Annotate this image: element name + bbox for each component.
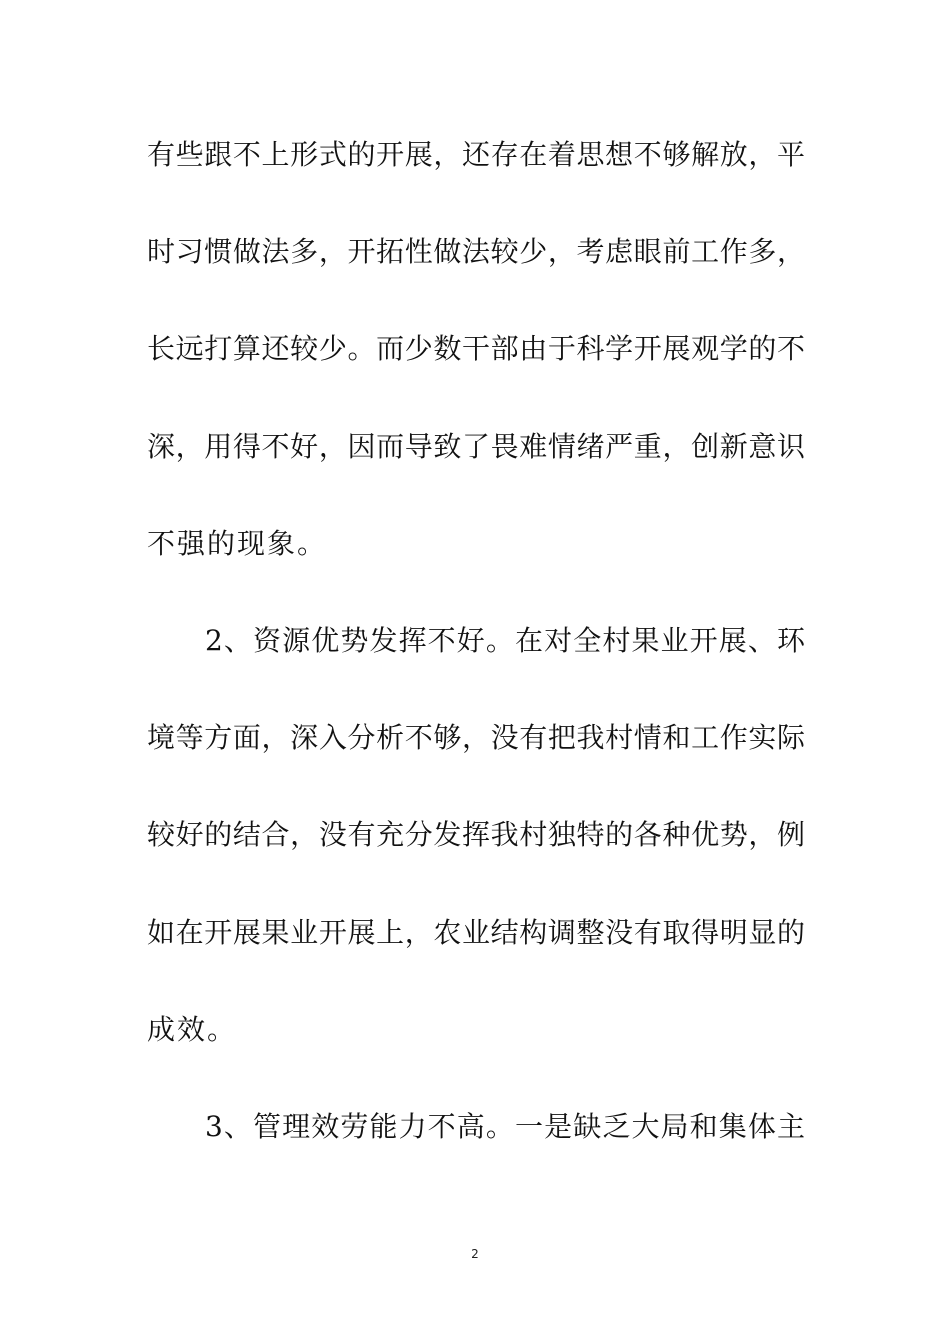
body-text-line: 时习惯做法多，开拓性做法较少，考虑眼前工作多， — [147, 235, 805, 268]
body-text-line: 较好的结合，没有充分发挥我村独特的各种优势，例 — [147, 818, 805, 851]
paragraph-heading-line: 2、资源优势发挥不好。在对全村果业开展、环 — [205, 624, 805, 657]
body-text-line: 境等方面，深入分析不够，没有把我村情和工作实际 — [147, 721, 805, 754]
page-number: 2 — [471, 1247, 479, 1261]
body-text-line: 有些跟不上形式的开展，还存在着思想不够解放，平 — [147, 138, 805, 171]
body-text-line: 不强的现象。 — [147, 527, 328, 560]
paragraph-heading-line: 3、管理效劳能力不高。一是缺乏大局和集体主 — [205, 1110, 805, 1143]
body-text-line: 成效。 — [147, 1013, 238, 1046]
body-text-line: 深，用得不好，因而导致了畏难情绪严重，创新意识 — [147, 430, 805, 463]
body-text-line: 如在开展果业开展上，农业结构调整没有取得明显的 — [147, 916, 805, 949]
body-text-line: 长远打算还较少。而少数干部由于科学开展观学的不 — [147, 332, 805, 365]
